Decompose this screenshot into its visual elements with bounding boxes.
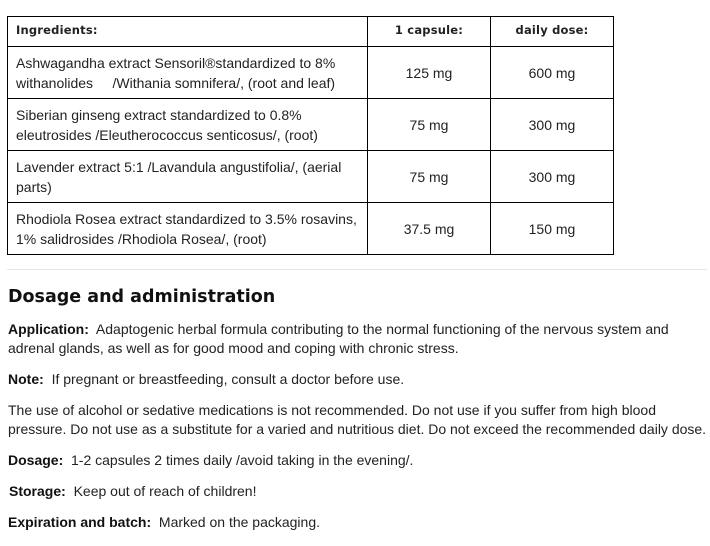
section-divider (7, 269, 707, 270)
storage-text: Keep out of reach of children! (73, 483, 257, 499)
capsule-amount-cell: 37.5 mg (368, 203, 491, 255)
header-per-capsule: 1 capsule: (368, 17, 491, 47)
header-ingredients: Ingredients: (8, 17, 368, 47)
note-text: If pregnant or breastfeeding, consult a doctor before use. (51, 371, 405, 387)
ingredient-name-line: Lavender extract 5:1 /Lavandula angustifolia/, (aerial (16, 158, 342, 175)
capsule-amount-cell: 75 mg (368, 99, 491, 151)
ingredient-name-cell (8, 47, 368, 99)
ingredient-name-line: parts) (16, 178, 52, 195)
ingredient-name-line: withanolides /Withania somnifera/, (root and leaf) (16, 74, 336, 91)
note-label: Note: (8, 371, 44, 387)
capsule-amount-cell: 125 mg (368, 47, 491, 99)
application-label: Application: (8, 321, 89, 337)
ingredient-name-line: Ashwagandha extract Sensoril®standardized to 8% (16, 54, 336, 71)
warning-paragraph (8, 401, 710, 439)
expiry-paragraph (8, 513, 710, 532)
dosage-text: 1-2 capsules 2 times daily /avoid taking in the evening/. (71, 452, 414, 468)
ingredients-table (7, 16, 614, 255)
application-paragraph (8, 320, 710, 358)
storage-paragraph (9, 482, 710, 501)
ingredient-name-line: 1% salidrosides /Rhodiola Rosea/, (root) (16, 230, 267, 247)
warning-text: The use of alcohol or sedative medications is not recommended. Do not use if you suffer from high blood pressure. Do not use as a substitute for a varied and nutritious diet. Do not exceed the recommended daily dose. (8, 402, 707, 437)
dosage-label: Dosage: (8, 452, 64, 468)
ingredient-name-cell (8, 203, 368, 255)
table-row (8, 47, 614, 99)
table-row (8, 151, 614, 203)
section-title: Dosage and administration (8, 287, 276, 307)
expiry-label: Expiration and batch: (8, 514, 152, 530)
header-daily-dose: daily dose: (491, 17, 614, 47)
storage-label: Storage: (9, 483, 66, 499)
note-paragraph (8, 370, 710, 389)
daily-dose-cell: 300 mg (491, 99, 614, 151)
daily-dose-cell: 300 mg (491, 151, 614, 203)
table-row (8, 99, 614, 151)
ingredient-name-line: Siberian ginseng extract standardized to 0.8% (16, 106, 302, 123)
capsule-amount-cell: 75 mg (368, 151, 491, 203)
ingredient-name-cell (8, 99, 368, 151)
daily-dose-cell: 150 mg (491, 203, 614, 255)
daily-dose-cell: 600 mg (491, 47, 614, 99)
application-text: Adaptogenic herbal formula contributing to the normal functioning of the nervous system and adrenal glands, as well as for good mood and coping with chronic stress. (8, 321, 669, 356)
expiry-text: Marked on the packaging. (158, 514, 321, 530)
table-row (8, 203, 614, 255)
table-header-row (8, 17, 614, 47)
ingredient-name-cell (8, 151, 368, 203)
dosage-paragraph (8, 451, 710, 470)
ingredient-name-line: Rhodiola Rosea extract standardized to 3.5% rosavins, (16, 210, 357, 227)
ingredient-name-line: eleutrosides /Eleutherococcus senticosus/, (root) (16, 126, 318, 143)
